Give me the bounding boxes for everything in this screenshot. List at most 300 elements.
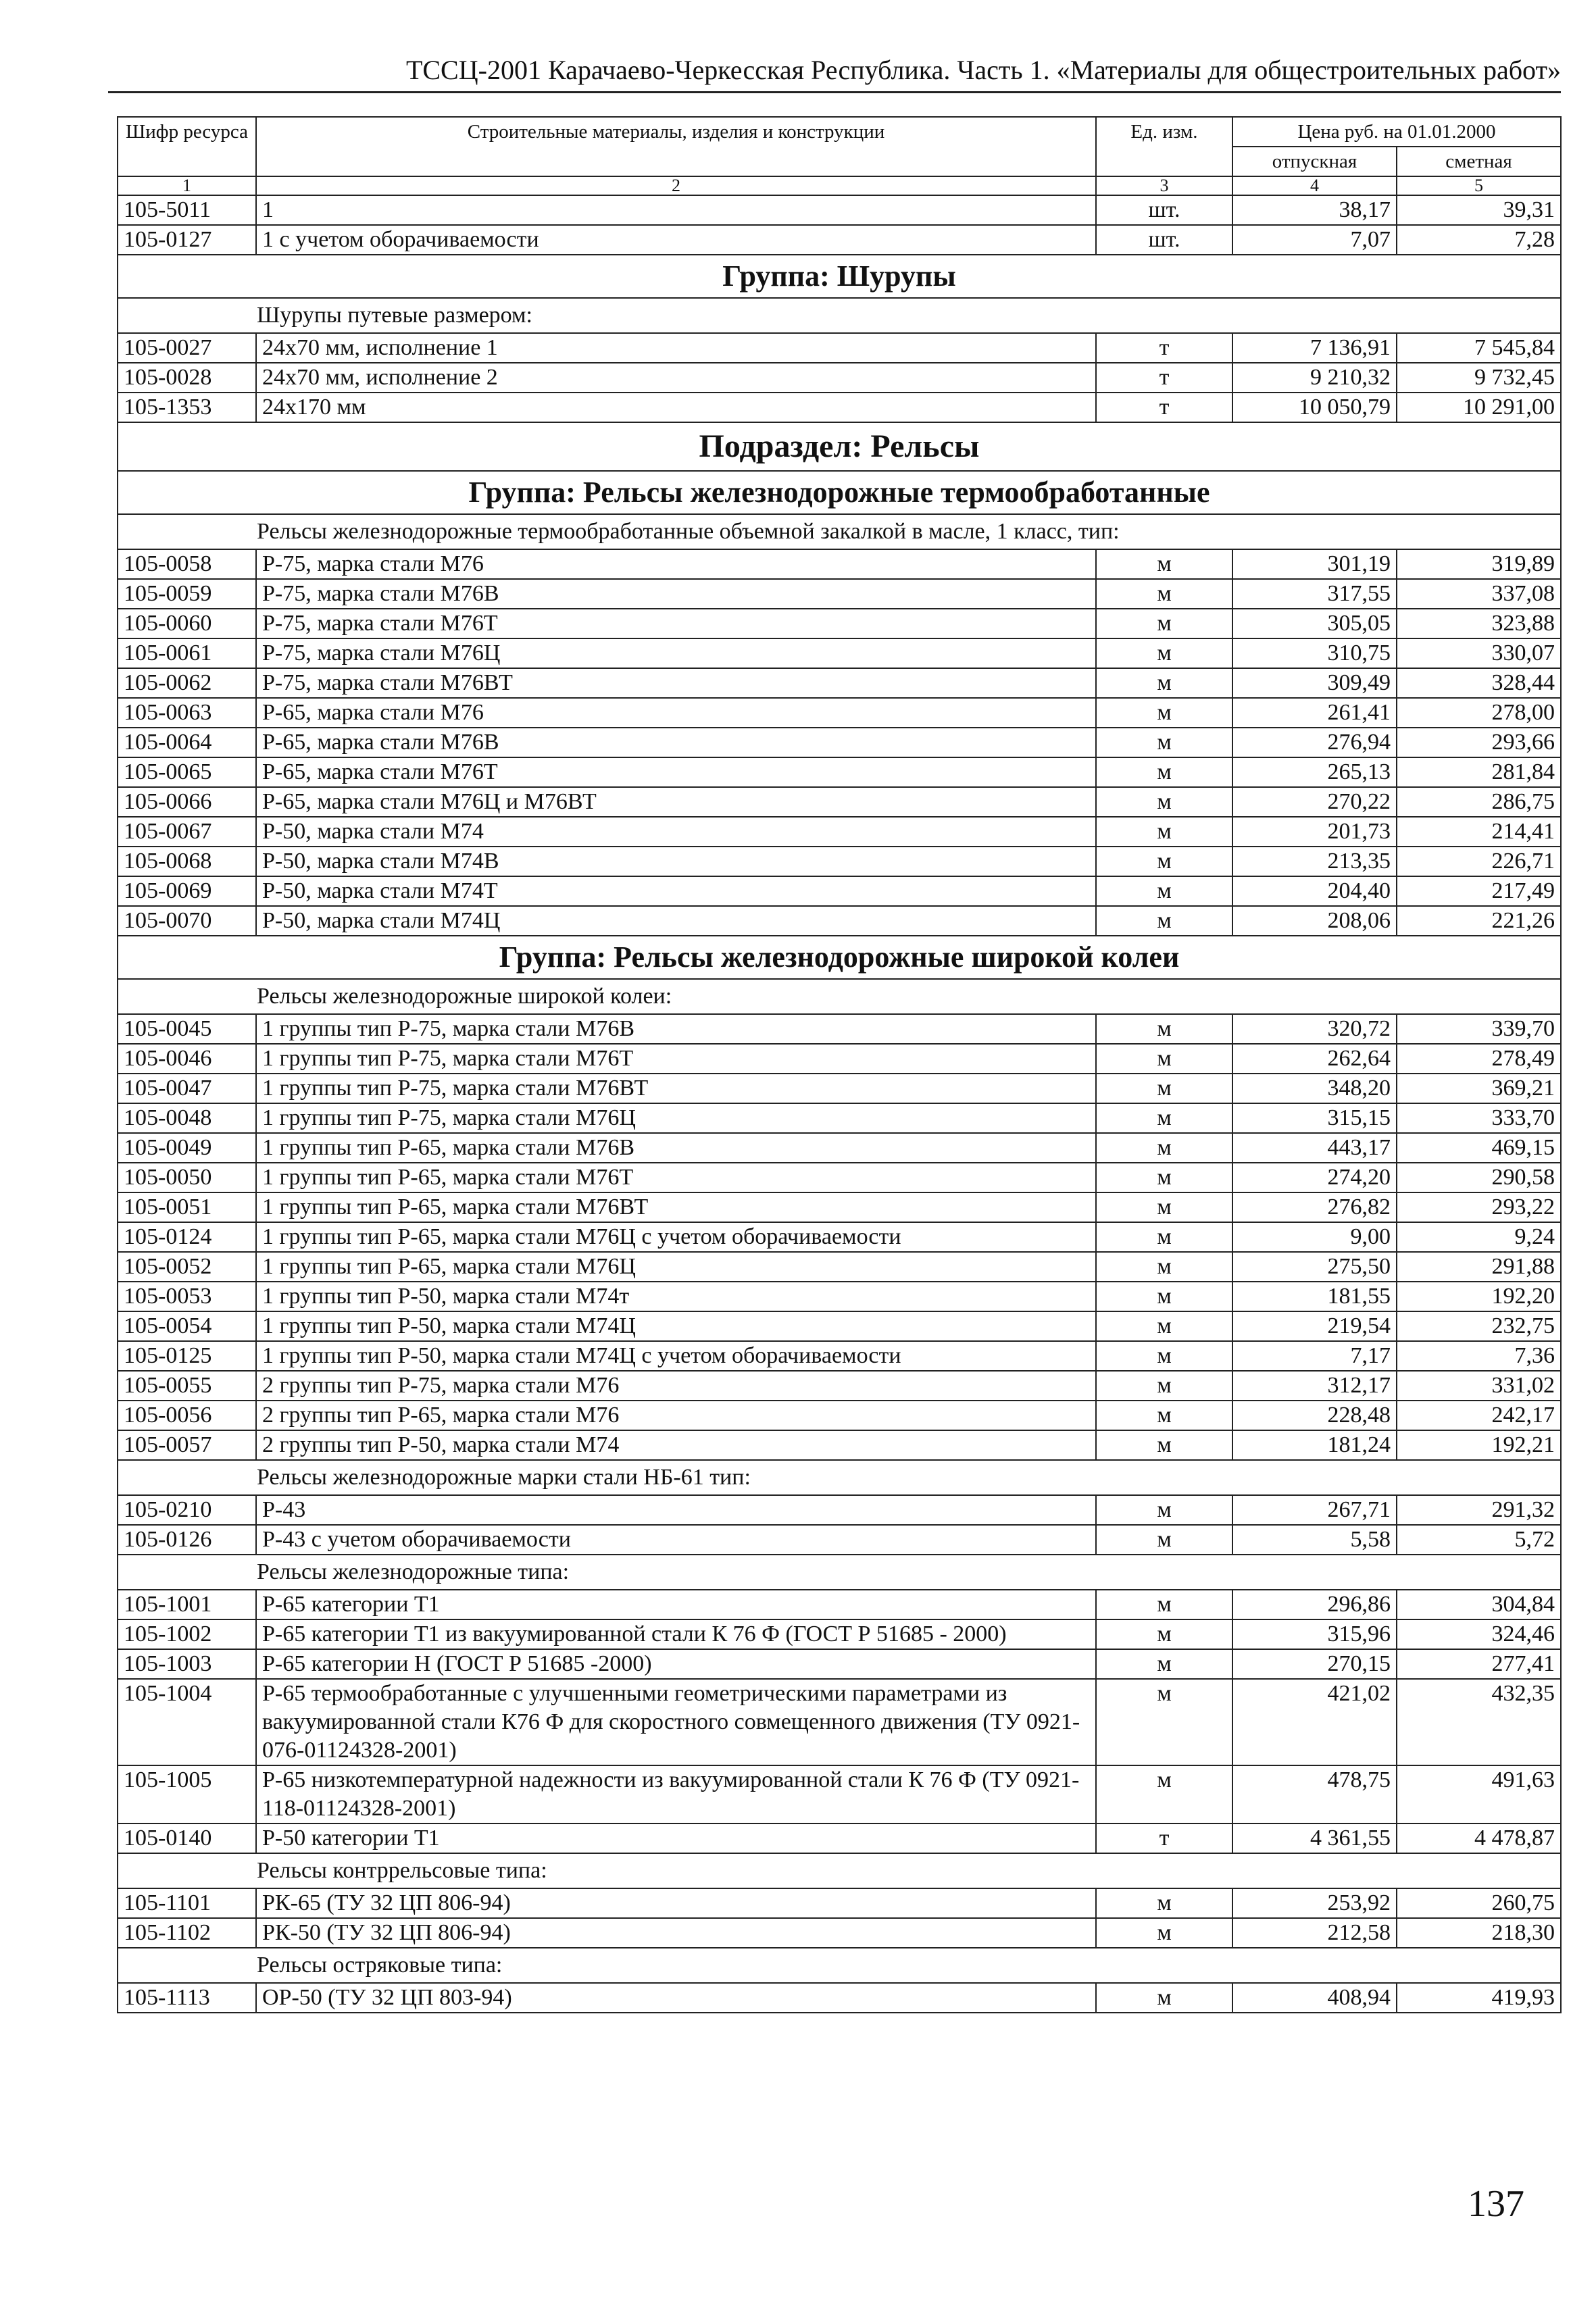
table-row xyxy=(118,393,1561,422)
unit: м xyxy=(1096,1401,1232,1430)
material-name: Р-75, марка стали М76Т xyxy=(256,609,1096,638)
release-price: 38,17 xyxy=(1232,195,1397,225)
estimate-price: 339,70 xyxy=(1397,1014,1561,1044)
resource-code: 105-0069 xyxy=(118,876,256,906)
estimate-price: 432,35 xyxy=(1397,1679,1561,1765)
material-name: 1 группы тип Р-65, марка стали М76В xyxy=(256,1133,1096,1163)
table-row xyxy=(118,1525,1561,1555)
table-row xyxy=(118,1341,1561,1371)
resource-code: 105-0063 xyxy=(118,698,256,728)
release-price: 305,05 xyxy=(1232,609,1397,638)
table-row xyxy=(118,1311,1561,1341)
unit: м xyxy=(1096,906,1232,936)
subgroup-title: Рельсы железнодорожные широкой колеи: xyxy=(118,979,1561,1014)
group-row xyxy=(118,255,1561,298)
estimate-price: 333,70 xyxy=(1397,1103,1561,1133)
release-price: 261,41 xyxy=(1232,698,1397,728)
estimate-price: 7,36 xyxy=(1397,1341,1561,1371)
section-row xyxy=(118,422,1561,471)
release-price: 301,19 xyxy=(1232,549,1397,579)
release-price: 312,17 xyxy=(1232,1371,1397,1401)
estimate-price: 9,24 xyxy=(1397,1222,1561,1252)
resource-code: 105-1003 xyxy=(118,1649,256,1679)
unit: м xyxy=(1096,1252,1232,1282)
material-name: Р-65 категории Н (ГОСТ Р 51685 -2000) xyxy=(256,1649,1096,1679)
estimate-price: 291,88 xyxy=(1397,1252,1561,1282)
resource-code: 105-0028 xyxy=(118,363,256,393)
table-row xyxy=(118,1590,1561,1619)
table-row xyxy=(118,1074,1561,1103)
resource-code: 105-0048 xyxy=(118,1103,256,1133)
estimate-price: 39,31 xyxy=(1397,195,1561,225)
resource-code: 105-5011 xyxy=(118,195,256,225)
resource-code: 105-1005 xyxy=(118,1765,256,1823)
estimate-price: 331,02 xyxy=(1397,1371,1561,1401)
unit: м xyxy=(1096,1074,1232,1103)
estimate-price: 226,71 xyxy=(1397,847,1561,876)
col-number-4: 4 xyxy=(1232,176,1397,195)
resource-code: 105-0045 xyxy=(118,1014,256,1044)
release-price: 443,17 xyxy=(1232,1133,1397,1163)
unit: м xyxy=(1096,698,1232,728)
material-name: 2 группы тип Р-75, марка стали М76 xyxy=(256,1371,1096,1401)
unit: м xyxy=(1096,609,1232,638)
release-price: 270,22 xyxy=(1232,787,1397,817)
table-row xyxy=(118,1823,1561,1853)
release-price: 276,82 xyxy=(1232,1192,1397,1222)
release-price: 275,50 xyxy=(1232,1252,1397,1282)
estimate-price: 304,84 xyxy=(1397,1590,1561,1619)
resource-code: 105-1004 xyxy=(118,1679,256,1765)
unit: м xyxy=(1096,1590,1232,1619)
col-header-release-price: отпускная xyxy=(1232,147,1397,176)
estimate-price: 260,75 xyxy=(1397,1888,1561,1918)
subgroup-row xyxy=(118,298,1561,333)
unit: м xyxy=(1096,1679,1232,1765)
unit: м xyxy=(1096,876,1232,906)
table-row xyxy=(118,1918,1561,1948)
table-row xyxy=(118,1888,1561,1918)
table-row xyxy=(118,1133,1561,1163)
estimate-price: 324,46 xyxy=(1397,1619,1561,1649)
release-price: 204,40 xyxy=(1232,876,1397,906)
material-name: Р-65, марка стали М76 xyxy=(256,698,1096,728)
col-number-2: 2 xyxy=(256,176,1096,195)
release-price: 5,58 xyxy=(1232,1525,1397,1555)
unit: т xyxy=(1096,363,1232,393)
resource-code: 105-0070 xyxy=(118,906,256,936)
col-number-3: 3 xyxy=(1096,176,1232,195)
release-price: 317,55 xyxy=(1232,579,1397,609)
estimate-price: 281,84 xyxy=(1397,757,1561,787)
material-name: Р-65 термообработанные с улучшенными геометрическими параметрами из вакуумированной стали К76 Ф для скоростного совмещенного движения (ТУ 0921-076-01124328-2001) xyxy=(256,1679,1096,1765)
material-name: Р-65, марка стали М76Т xyxy=(256,757,1096,787)
table-row xyxy=(118,698,1561,728)
material-name: 1 группы тип Р-75, марка стали М76В xyxy=(256,1014,1096,1044)
resource-code: 105-0057 xyxy=(118,1430,256,1460)
release-price: 421,02 xyxy=(1232,1679,1397,1765)
estimate-price: 286,75 xyxy=(1397,787,1561,817)
table-row xyxy=(118,1495,1561,1525)
estimate-price: 491,63 xyxy=(1397,1765,1561,1823)
unit: шт. xyxy=(1096,225,1232,255)
resource-code: 105-0066 xyxy=(118,787,256,817)
resource-code: 105-0027 xyxy=(118,333,256,363)
table-row xyxy=(118,787,1561,817)
table-row xyxy=(118,1044,1561,1074)
material-name: 24х70 мм, исполнение 2 xyxy=(256,363,1096,393)
release-price: 265,13 xyxy=(1232,757,1397,787)
estimate-price: 221,26 xyxy=(1397,906,1561,936)
unit: м xyxy=(1096,638,1232,668)
subgroup-row xyxy=(118,1555,1561,1590)
material-name: Р-75, марка стали М76ВТ xyxy=(256,668,1096,698)
unit: м xyxy=(1096,1649,1232,1679)
unit: м xyxy=(1096,1430,1232,1460)
material-name: 24х170 мм xyxy=(256,393,1096,422)
table-row xyxy=(118,817,1561,847)
table-row xyxy=(118,1430,1561,1460)
table-row xyxy=(118,579,1561,609)
material-name: РК-65 (ТУ 32 ЦП 806-94) xyxy=(256,1888,1096,1918)
material-name: 1 группы тип Р-65, марка стали М76Т xyxy=(256,1163,1096,1192)
table-row xyxy=(118,1163,1561,1192)
estimate-price: 10 291,00 xyxy=(1397,393,1561,422)
resource-code: 105-0062 xyxy=(118,668,256,698)
material-name: Р-65, марка стали М76В xyxy=(256,728,1096,757)
group-title: Группа: Шурупы xyxy=(118,255,1561,298)
release-price: 10 050,79 xyxy=(1232,393,1397,422)
material-name: Р-50, марка стали М74Ц xyxy=(256,906,1096,936)
table-row xyxy=(118,1619,1561,1649)
unit: м xyxy=(1096,1371,1232,1401)
table-row xyxy=(118,906,1561,936)
release-price: 274,20 xyxy=(1232,1163,1397,1192)
material-name: 1 группы тип Р-65, марка стали М76ВТ xyxy=(256,1192,1096,1222)
unit: м xyxy=(1096,1525,1232,1555)
material-name: Р-65 низкотемпературной надежности из вакуумированной стали К 76 Ф (ТУ 0921-118-01124328-2001) xyxy=(256,1765,1096,1823)
unit: м xyxy=(1096,757,1232,787)
unit: м xyxy=(1096,668,1232,698)
table-row xyxy=(118,728,1561,757)
table-row xyxy=(118,1765,1561,1823)
table-row xyxy=(118,638,1561,668)
table-row xyxy=(118,1282,1561,1311)
estimate-price: 293,22 xyxy=(1397,1192,1561,1222)
resource-code: 105-0210 xyxy=(118,1495,256,1525)
estimate-price: 277,41 xyxy=(1397,1649,1561,1679)
col-header-estimate-price: сметная xyxy=(1397,147,1561,176)
release-price: 7 136,91 xyxy=(1232,333,1397,363)
release-price: 181,55 xyxy=(1232,1282,1397,1311)
unit: м xyxy=(1096,1765,1232,1823)
estimate-price: 5,72 xyxy=(1397,1525,1561,1555)
table-row xyxy=(118,1222,1561,1252)
estimate-price: 278,00 xyxy=(1397,698,1561,728)
release-price: 4 361,55 xyxy=(1232,1823,1397,1853)
table-row xyxy=(118,1371,1561,1401)
resource-code: 105-0056 xyxy=(118,1401,256,1430)
estimate-price: 369,21 xyxy=(1397,1074,1561,1103)
material-name: 1 группы тип Р-50, марка стали М74Ц с учетом оборачиваемости xyxy=(256,1341,1096,1371)
subgroup-title: Рельсы железнодорожные типа: xyxy=(118,1555,1561,1590)
resource-code: 105-1353 xyxy=(118,393,256,422)
unit: м xyxy=(1096,1103,1232,1133)
release-price: 408,94 xyxy=(1232,1983,1397,2013)
resource-code: 105-0059 xyxy=(118,579,256,609)
release-price: 270,15 xyxy=(1232,1649,1397,1679)
release-price: 181,24 xyxy=(1232,1430,1397,1460)
resource-code: 105-1101 xyxy=(118,1888,256,1918)
table-row xyxy=(118,195,1561,225)
table-row xyxy=(118,1983,1561,2013)
resource-code: 105-0068 xyxy=(118,847,256,876)
resource-code: 105-0067 xyxy=(118,817,256,847)
release-price: 208,06 xyxy=(1232,906,1397,936)
unit: шт. xyxy=(1096,195,1232,225)
release-price: 9,00 xyxy=(1232,1222,1397,1252)
material-name: 1 группы тип Р-65, марка стали М76Ц с учетом оборачиваемости xyxy=(256,1222,1096,1252)
release-price: 9 210,32 xyxy=(1232,363,1397,393)
estimate-price: 291,32 xyxy=(1397,1495,1561,1525)
page-header-title: ТССЦ-2001 Карачаево-Черкесская Республика. Часть 1. «Материалы для общестроительных работ» xyxy=(108,54,1561,93)
material-name: Р-50, марка стали М74Т xyxy=(256,876,1096,906)
group-title: Группа: Рельсы железнодорожные термообработанные xyxy=(118,471,1561,514)
release-price: 315,15 xyxy=(1232,1103,1397,1133)
resource-code: 105-0127 xyxy=(118,225,256,255)
estimate-price: 278,49 xyxy=(1397,1044,1561,1074)
unit: м xyxy=(1096,1888,1232,1918)
table-row xyxy=(118,1679,1561,1765)
estimate-price: 323,88 xyxy=(1397,609,1561,638)
material-name: 1 с учетом оборачиваемости xyxy=(256,225,1096,255)
estimate-price: 7,28 xyxy=(1397,225,1561,255)
subgroup-row xyxy=(118,979,1561,1014)
release-price: 348,20 xyxy=(1232,1074,1397,1103)
table-row xyxy=(118,1401,1561,1430)
material-name: 2 группы тип Р-50, марка стали М74 xyxy=(256,1430,1096,1460)
release-price: 7,17 xyxy=(1232,1341,1397,1371)
unit: м xyxy=(1096,1282,1232,1311)
unit: т xyxy=(1096,333,1232,363)
estimate-price: 218,30 xyxy=(1397,1918,1561,1948)
unit: м xyxy=(1096,1311,1232,1341)
material-name: 1 группы тип Р-75, марка стали М76Ц xyxy=(256,1103,1096,1133)
resource-code: 105-0061 xyxy=(118,638,256,668)
material-name: 1 группы тип Р-50, марка стали М74Ц xyxy=(256,1311,1096,1341)
resource-code: 105-0126 xyxy=(118,1525,256,1555)
unit: м xyxy=(1096,1983,1232,2013)
estimate-price: 419,93 xyxy=(1397,1983,1561,2013)
unit: м xyxy=(1096,1133,1232,1163)
material-name: Р-65, марка стали М76Ц и М76ВТ xyxy=(256,787,1096,817)
unit: м xyxy=(1096,817,1232,847)
material-name: Р-50, марка стали М74 xyxy=(256,817,1096,847)
release-price: 201,73 xyxy=(1232,817,1397,847)
unit: м xyxy=(1096,1044,1232,1074)
release-price: 310,75 xyxy=(1232,638,1397,668)
estimate-price: 7 545,84 xyxy=(1397,333,1561,363)
unit: м xyxy=(1096,1192,1232,1222)
release-price: 309,49 xyxy=(1232,668,1397,698)
table-row xyxy=(118,757,1561,787)
table-row xyxy=(118,609,1561,638)
col-header-code: Шифр ресурса xyxy=(118,117,256,176)
col-header-price: Цена руб. на 01.01.2000 xyxy=(1232,117,1561,147)
table-row xyxy=(118,1103,1561,1133)
col-number-5: 5 xyxy=(1397,176,1561,195)
resource-code: 105-0064 xyxy=(118,728,256,757)
resource-code: 105-0047 xyxy=(118,1074,256,1103)
estimate-price: 214,41 xyxy=(1397,817,1561,847)
table-row xyxy=(118,333,1561,363)
group-row xyxy=(118,936,1561,979)
material-name: Р-75, марка стали М76Ц xyxy=(256,638,1096,668)
estimate-price: 4 478,87 xyxy=(1397,1823,1561,1853)
resource-code: 105-0125 xyxy=(118,1341,256,1371)
unit: м xyxy=(1096,1222,1232,1252)
resource-code: 105-0065 xyxy=(118,757,256,787)
resource-code: 105-1002 xyxy=(118,1619,256,1649)
resource-code: 105-0053 xyxy=(118,1282,256,1311)
price-table xyxy=(117,116,1562,2013)
estimate-price: 293,66 xyxy=(1397,728,1561,757)
unit: м xyxy=(1096,847,1232,876)
resource-code: 105-0124 xyxy=(118,1222,256,1252)
release-price: 7,07 xyxy=(1232,225,1397,255)
resource-code: 105-1102 xyxy=(118,1918,256,1948)
material-name: РК-50 (ТУ 32 ЦП 806-94) xyxy=(256,1918,1096,1948)
resource-code: 105-0050 xyxy=(118,1163,256,1192)
release-price: 478,75 xyxy=(1232,1765,1397,1823)
resource-code: 105-0051 xyxy=(118,1192,256,1222)
resource-code: 105-1001 xyxy=(118,1590,256,1619)
table-row xyxy=(118,1649,1561,1679)
material-name: Р-75, марка стали М76 xyxy=(256,549,1096,579)
subgroup-title: Рельсы контррельсовые типа: xyxy=(118,1853,1561,1888)
resource-code: 105-0055 xyxy=(118,1371,256,1401)
subgroup-row xyxy=(118,1460,1561,1495)
material-name: ОР-50 (ТУ 32 ЦП 803-94) xyxy=(256,1983,1096,2013)
subgroup-title: Рельсы остряковые типа: xyxy=(118,1948,1561,1983)
table-row xyxy=(118,225,1561,255)
col-header-unit: Ед. изм. xyxy=(1096,117,1232,176)
subgroup-row xyxy=(118,1853,1561,1888)
resource-code: 105-0140 xyxy=(118,1823,256,1853)
release-price: 267,71 xyxy=(1232,1495,1397,1525)
material-name: Р-65 категории Т1 из вакуумированной стали К 76 Ф (ГОСТ Р 51685 - 2000) xyxy=(256,1619,1096,1649)
material-name: 1 xyxy=(256,195,1096,225)
release-price: 262,64 xyxy=(1232,1044,1397,1074)
material-name: Р-43 с учетом оборачиваемости xyxy=(256,1525,1096,1555)
estimate-price: 337,08 xyxy=(1397,579,1561,609)
resource-code: 105-0049 xyxy=(118,1133,256,1163)
group-row xyxy=(118,471,1561,514)
material-name: 1 группы тип Р-75, марка стали М76Т xyxy=(256,1044,1096,1074)
subgroup-title: Шурупы путевые размером: xyxy=(118,298,1561,333)
unit: м xyxy=(1096,1014,1232,1044)
group-title: Группа: Рельсы железнодорожные широкой колеи xyxy=(118,936,1561,979)
estimate-price: 217,49 xyxy=(1397,876,1561,906)
col-header-name: Строительные материалы, изделия и конструкции xyxy=(256,117,1096,176)
table-row xyxy=(118,668,1561,698)
resource-code: 105-0054 xyxy=(118,1311,256,1341)
release-price: 276,94 xyxy=(1232,728,1397,757)
unit: м xyxy=(1096,1163,1232,1192)
estimate-price: 242,17 xyxy=(1397,1401,1561,1430)
material-name: 24х70 мм, исполнение 1 xyxy=(256,333,1096,363)
material-name: 1 группы тип Р-50, марка стали М74т xyxy=(256,1282,1096,1311)
section-title: Подраздел: Рельсы xyxy=(118,422,1561,471)
unit: м xyxy=(1096,549,1232,579)
table-row xyxy=(118,1014,1561,1044)
unit: м xyxy=(1096,787,1232,817)
estimate-price: 9 732,45 xyxy=(1397,363,1561,393)
table-row xyxy=(118,363,1561,393)
table-row xyxy=(118,876,1561,906)
material-name: 2 группы тип Р-65, марка стали М76 xyxy=(256,1401,1096,1430)
estimate-price: 290,58 xyxy=(1397,1163,1561,1192)
material-name: Р-50 категории Т1 xyxy=(256,1823,1096,1853)
unit: м xyxy=(1096,1918,1232,1948)
table-row xyxy=(118,1252,1561,1282)
unit: м xyxy=(1096,728,1232,757)
unit: м xyxy=(1096,579,1232,609)
resource-code: 105-0060 xyxy=(118,609,256,638)
estimate-price: 192,20 xyxy=(1397,1282,1561,1311)
subgroup-row xyxy=(118,1948,1561,1983)
release-price: 253,92 xyxy=(1232,1888,1397,1918)
material-name: 1 группы тип Р-65, марка стали М76Ц xyxy=(256,1252,1096,1282)
table-body xyxy=(118,195,1561,2013)
table-row xyxy=(118,847,1561,876)
material-name: Р-43 xyxy=(256,1495,1096,1525)
unit: м xyxy=(1096,1619,1232,1649)
subgroup-title: Рельсы железнодорожные термообработанные объемной закалкой в масле, 1 класс, тип: xyxy=(118,514,1561,549)
unit: м xyxy=(1096,1341,1232,1371)
material-name: Р-65 категории Т1 xyxy=(256,1590,1096,1619)
estimate-price: 330,07 xyxy=(1397,638,1561,668)
estimate-price: 328,44 xyxy=(1397,668,1561,698)
estimate-price: 192,21 xyxy=(1397,1430,1561,1460)
material-name: 1 группы тип Р-75, марка стали М76ВТ xyxy=(256,1074,1096,1103)
release-price: 219,54 xyxy=(1232,1311,1397,1341)
subgroup-row xyxy=(118,514,1561,549)
estimate-price: 469,15 xyxy=(1397,1133,1561,1163)
unit: м xyxy=(1096,1495,1232,1525)
table-row xyxy=(118,549,1561,579)
page-number: 137 xyxy=(1468,2183,1524,2225)
material-name: Р-75, марка стали М76В xyxy=(256,579,1096,609)
resource-code: 105-0052 xyxy=(118,1252,256,1282)
estimate-price: 319,89 xyxy=(1397,549,1561,579)
resource-code: 105-1113 xyxy=(118,1983,256,2013)
release-price: 228,48 xyxy=(1232,1401,1397,1430)
table-row xyxy=(118,1192,1561,1222)
release-price: 213,35 xyxy=(1232,847,1397,876)
release-price: 296,86 xyxy=(1232,1590,1397,1619)
col-number-1: 1 xyxy=(118,176,256,195)
release-price: 212,58 xyxy=(1232,1918,1397,1948)
unit: т xyxy=(1096,1823,1232,1853)
release-price: 315,96 xyxy=(1232,1619,1397,1649)
estimate-price: 232,75 xyxy=(1397,1311,1561,1341)
resource-code: 105-0046 xyxy=(118,1044,256,1074)
release-price: 320,72 xyxy=(1232,1014,1397,1044)
subgroup-title: Рельсы железнодорожные марки стали НБ-61 тип: xyxy=(118,1460,1561,1495)
unit: т xyxy=(1096,393,1232,422)
material-name: Р-50, марка стали М74В xyxy=(256,847,1096,876)
